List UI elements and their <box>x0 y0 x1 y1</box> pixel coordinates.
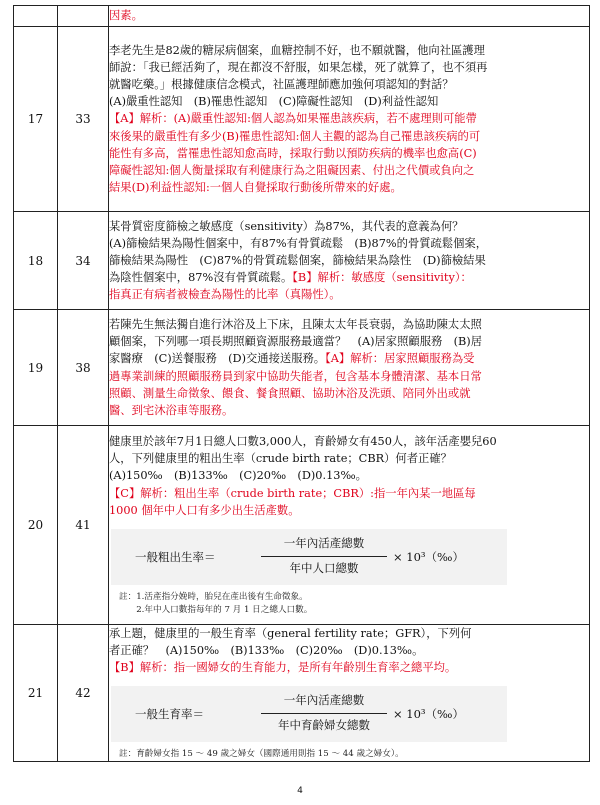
question-number: 38 <box>58 310 109 426</box>
stem-line: 顧個案，下列哪一項長期照顧資源服務最適當？ (A)居家照顧服務 (B)居 <box>109 335 482 349</box>
answer-line: 指真正有病者被檢查為陽性的比率（真陽性）。 <box>109 288 341 302</box>
formula-note: 2.年中人口數指每年的 7 月 1 日之總人口數。 <box>119 604 313 615</box>
answer-line: 結果(D)利益性認知:一個人自覺採取行動後所帶來的好處。 <box>109 180 402 194</box>
answer-line: 1000 個年中人口有多少出生活產數。 <box>109 503 300 517</box>
question-cell <box>109 310 590 426</box>
stem-line: 若陳先生無法獨自進行沐浴及上下床，且陳太太年長衰弱，為協助陳太太照 <box>109 318 482 332</box>
formula-rhs: × 10³（‰） <box>393 707 464 722</box>
fraction-bar <box>261 713 387 714</box>
formula-rhs: × 10³（‰） <box>393 549 464 564</box>
table-row <box>14 310 590 426</box>
row-number: 18 <box>14 212 58 310</box>
answer-line: 醫、到宅沐浴車等服務。 <box>109 403 234 417</box>
options-line: 者正確？ (A)150‰ (B)133‰ (C)20‰ (D)0.13‰。 <box>109 644 424 658</box>
stem-line: 李老先生是82歲的糖尿病個案，血糖控制不好，也不願就醫，他向社區護理 <box>109 44 485 58</box>
options-tail: 為陰性個案中，87%沒有骨質疏鬆。 <box>109 271 293 285</box>
row-number: 19 <box>14 310 58 426</box>
answer-line: 來後果的嚴重性有多少(B)罹患性認知:個人主觀的認為自己罹患該疾病的可 <box>109 129 481 143</box>
stem-line: 人，下列健康里的粗出生率（crude birth rate；CBR）何者正確？ <box>109 452 452 466</box>
question-cell <box>109 27 590 212</box>
options-line: (A)150‰ (B)133‰ (C)20‰ (D)0.13‰。 <box>109 469 367 483</box>
row-number: 21 <box>14 625 58 762</box>
question-cell <box>109 625 590 762</box>
formula-numerator: 一年內活產總數 <box>283 535 365 550</box>
table-row <box>14 212 590 310</box>
question-number: 34 <box>58 212 109 310</box>
question-number: 33 <box>58 27 109 212</box>
stem-line: 承上題，健康里的一般生育率（general fertility rate；GFR），下列何 <box>109 627 472 640</box>
formula-numerator: 一年內活產總數 <box>283 693 365 708</box>
page-number: 4 <box>297 786 303 796</box>
table-row-carryover <box>14 6 590 27</box>
table-row <box>14 27 590 212</box>
answer-head: 【B】解析：敏感度（sensitivity）： <box>292 271 472 285</box>
formula-lhs: 一般粗出生率＝ <box>135 549 216 564</box>
answer-line: 【A】解析：(A)嚴重性認知:個人認為如果罹患該疾病，若不處理則可能帶 <box>109 112 477 126</box>
question-cell <box>109 212 590 310</box>
answer-line: 障礙性認知:個人衡量採取有利健康行為之阻礙因素、付出之代價或負向之 <box>109 163 475 177</box>
formula-note: 註：1.活產指分娩時，胎兒在產出後有生命徵象。 <box>119 591 308 602</box>
formula-image <box>111 686 507 742</box>
row-number: 20 <box>14 426 58 625</box>
answer-line: 過專業訓練的照顧服務員到家中協助失能者，包含基本身體清潔、基本日常 <box>109 369 482 383</box>
stem-line: 師說：「我已經活夠了，現在都沒不舒服，如果怎樣，死了就算了，也不須再 <box>109 61 488 75</box>
stem-line: 就醫吃藥。」根據健康信念模式，社區護理師應加強何項認知的對話？ <box>109 78 454 92</box>
q-cell <box>58 6 109 27</box>
formula-image <box>111 529 507 585</box>
mixed-line <box>109 350 589 367</box>
table-row <box>14 625 590 762</box>
stem-line: 健康里於該年7月1日總人口數3,000人，育齡婦女有450人，該年活產嬰兒60 <box>109 435 497 449</box>
table-row <box>14 426 590 625</box>
carryover-text: 因素。 <box>109 6 590 27</box>
answer-line: 能性有多高，當罹患性認知愈高時，採取行動以預防疾病的機率也愈高(C) <box>109 146 477 160</box>
formula-lhs: 一般生育率＝ <box>135 707 204 722</box>
question-cell <box>109 426 590 625</box>
question-number: 41 <box>58 426 109 625</box>
formula-denominator: 年中人口總數 <box>289 560 359 575</box>
answer-line: 【B】解析：指一國婦女的生育能力，是所有年齡別生育率之總平均。 <box>109 661 457 675</box>
options-tail: 家醫療 (C)送餐服務 (D)交通接送服務。 <box>109 352 326 366</box>
formula-note: 註：育齡婦女指 15 ～ 49 歲之婦女（國際通用則指 15 ～ 44 歲之婦女）。 <box>119 749 404 760</box>
exam-table <box>13 5 590 762</box>
options-line: (A)篩檢結果為陽性個案中，有87%有骨質疏鬆 (B)87%的骨質疏鬆個案， <box>109 236 488 250</box>
no-cell <box>14 6 58 27</box>
formula-denominator: 年中育齡婦女總數 <box>278 718 370 733</box>
answer-head: 【A】解析：居家照顧服務為受 <box>325 352 475 366</box>
question-number: 42 <box>58 625 109 762</box>
options-line: 篩檢結果為陽性 (C)87%的骨質疏鬆個案，篩檢結果為陰性 (D)篩檢結果 <box>109 253 486 267</box>
row-number: 17 <box>14 27 58 212</box>
mixed-line <box>109 269 589 286</box>
options-line: (A)嚴重性認知 (B)罹患性認知 (C)障礙性認知 (D)利益性認知 <box>109 95 439 109</box>
stem-line: 某骨質密度篩檢之敏感度（sensitivity）為87%，其代表的意義為何？ <box>109 219 464 233</box>
fraction-bar <box>261 556 387 557</box>
answer-line: 照顧、測量生命徵象、餵食、餐食照顧、協助沐浴及洗頭、陪同外出或就 <box>109 386 471 400</box>
answer-line: 【C】解析：粗出生率（crude birth rate；CBR）:指一年內某一地區每 <box>109 486 476 500</box>
